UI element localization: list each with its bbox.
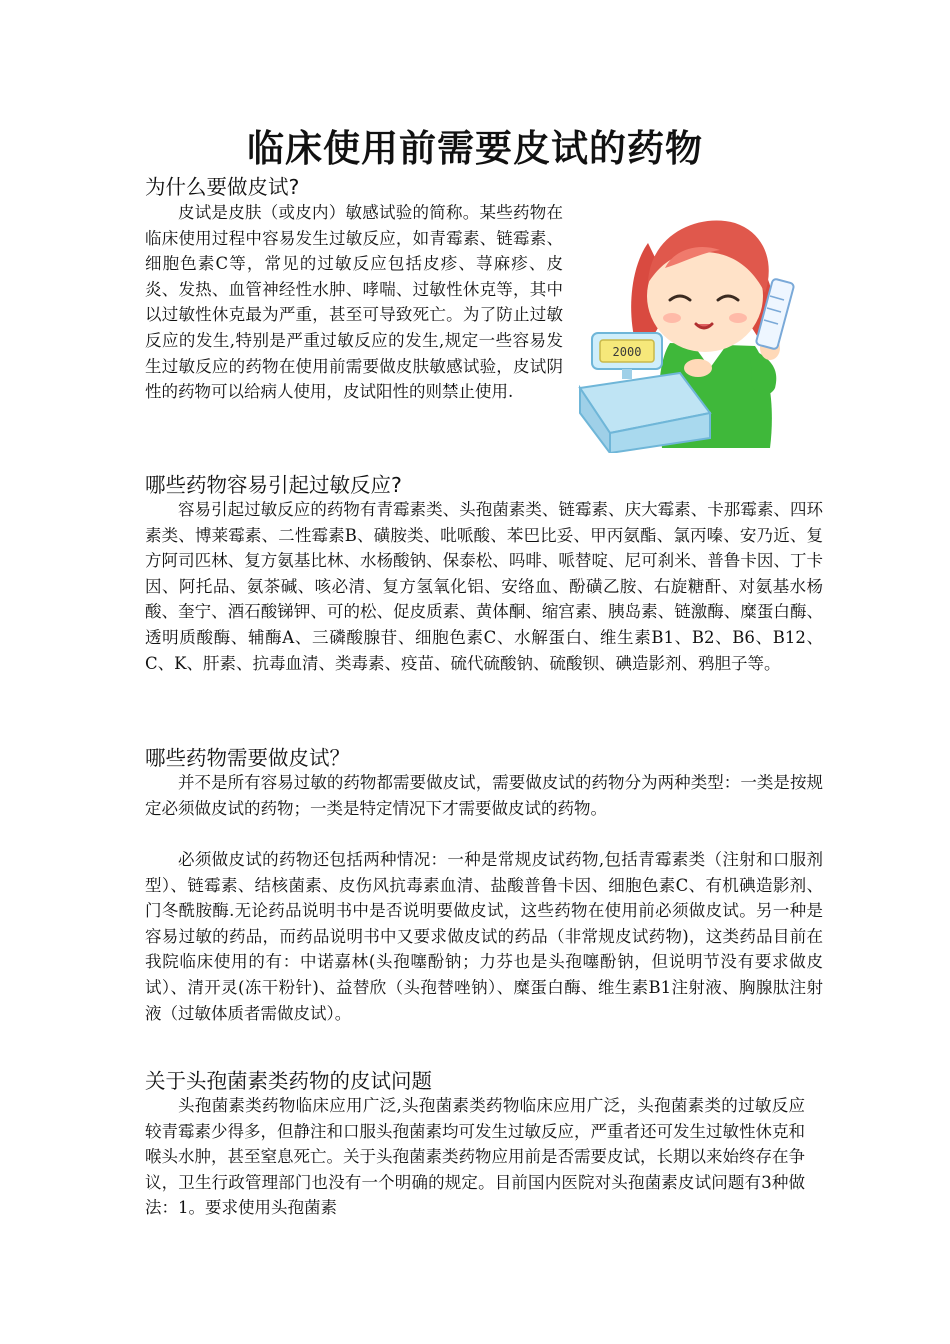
section-heading-skin-test-drugs: 哪些药物需要做皮试？ xyxy=(145,746,350,770)
section-paragraph-cephalosporins: 头孢菌素类药物临床应用广泛,头孢菌素类药物临床应用广泛，头孢菌素类的过敏反应较青霉素少得多，但静注和口服头孢菌素均可发生过敏反应，严重者还可发生过敏性休克和喉头水肿，甚至窒息死亡。关于头孢菌素类药物应用前是否需要皮试，长期以来始终存在争议，卫生行政管理部门也没有一个明确的规定。目前国内医院对头孢菌素皮试问题有3种做法：1。要求使用头孢菌素 xyxy=(145,1096,805,1218)
section-heading-why: 为什么要做皮试? xyxy=(145,175,300,199)
section-paragraph-mandatory-tests: 必须做皮试的药物还包括两种情况：一种是常规皮试药物,包括青霉素类（注射和口服剂型）、链霉素、结核菌素、皮伤风抗毒素血清、盐酸普鲁卡因、细胞色素C、有机碘造影剂、门冬酰胺酶.无论药品说明书中是否说明要做皮试，这些药物在使用前必须做皮试。另一种是容易过敏的药品，而药品说明书中又要求做皮试的药品（非常规皮试药物)，这类药品目前在我院临床使用的有：中诺嘉林(头孢噻酚钠；力芬也是头孢噻酚钠，但说明节没有要求做皮试）、清开灵(冻干粉针)、益替欣（头孢替唑钠）、糜蛋白酶、维生素B1注射液、胸腺肽注射液（过敏体质者需做皮试）。 xyxy=(145,850,823,1023)
page-title: 临床使用前需要皮试的药物 xyxy=(247,127,703,170)
section-paragraph-allergy-drugs: 容易引起过敏反应的药物有青霉素类、头孢菌素类、链霉素、庆大霉素、卡那霉素、四环素类、博莱霉素、二性霉素B、磺胺类、吡哌酸、苯巴比妥、甲丙氨酯、氯丙嗪、安乃近、复方阿司匹林、复方氨基比林、水杨酸钠、保泰松、吗啡、哌替啶、尼可刹米、普鲁卡因、丁卡因、阿托品、氨茶碱、咳必清、复方氢氧化铝、安络血、酚磺乙胺、右旋糖酐、对氨基水杨酸、奎宁、酒石酸锑钾、可的松、促皮质素、黄体酮、缩宫素、胰岛素、链激酶、糜蛋白酶、透明质酸酶、辅酶A、三磷酸腺苷、细胞色素C、水解蛋白、维生素B1、B2、B6、B12、C、K、肝素、抗毒血清、类毒素、疫苗、硫代硫酸钠、硫酸钡、碘造影剂、鸦胆子等。 xyxy=(145,500,823,673)
cartoon-nurse-icon xyxy=(570,208,820,453)
cartoon-nurse-illustration xyxy=(570,208,820,453)
register-display: 2000 xyxy=(612,345,642,359)
section-heading-cephalosporins: 关于头孢菌素类药物的皮试问题 xyxy=(145,1069,432,1093)
section-heading-allergy-drugs: 哪些药物容易引起过敏反应? xyxy=(145,473,402,497)
section-paragraph-skin-test-types: 并不是所有容易过敏的药物都需要做皮试，需要做皮试的药物分为两种类型：一类是按规定必须做皮试的药物；一类是特定情况下才需要做皮试的药物。 xyxy=(145,773,823,818)
section-paragraph-why: 皮试是皮肤（或皮内）敏感试验的简称。某些药物在临床使用过程中容易发生过敏反应，如青霉素、链霉素、细胞色素C等，常见的过敏反应包括皮疹、荨麻疹、皮炎、发热、血管神经性水肿、哮喘、过敏性休克等，其中以过敏性休克最为严重，甚至可导致死亡。为了防止过敏反应的发生,特别是严重过敏反应的发生,规定一些容易发生过敏反应的药物在使用前需要做皮肤敏感试验，皮试阴性的药物可以给病人使用，皮试阳性的则禁止使用. xyxy=(145,203,563,402)
